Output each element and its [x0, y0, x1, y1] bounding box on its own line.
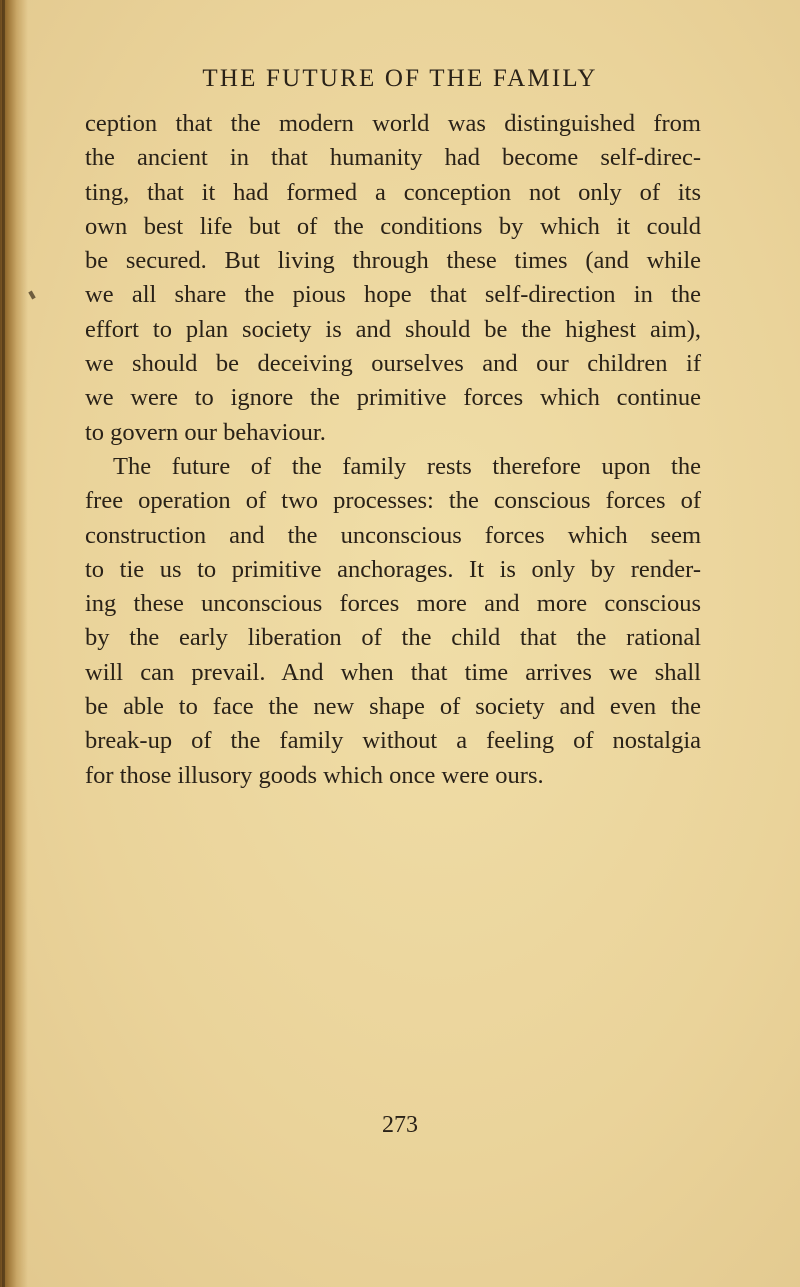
- text-line: effort to plan society is and should be the highest aim),: [85, 315, 701, 343]
- text-line: The future of the family rests therefore upon the: [113, 452, 701, 480]
- running-head: THE FUTURE OF THE FAMILY: [202, 65, 598, 92]
- margin-mark: [28, 291, 35, 300]
- text-line: ing these unconscious forces more and more conscious: [85, 590, 701, 618]
- text-line: we were to ignore the primitive forces which continue: [85, 384, 701, 412]
- binding-crease: [2, 0, 5, 1287]
- text-line: to govern our behaviour.: [85, 418, 326, 446]
- paragraph-1: [85, 107, 701, 450]
- text-line: by the early liberation of the child that the rational: [85, 624, 701, 652]
- text-line: break-up of the family without a feeling of nostalgia: [85, 727, 701, 755]
- body-text: [85, 107, 701, 793]
- text-line: we should be deceiving ourselves and our children if: [85, 350, 701, 378]
- text-line: ception that the modern world was distinguished from: [85, 110, 701, 137]
- text-line: to tie us to primitive anchorages. It is only by render-: [85, 555, 701, 583]
- text-line: for those illusory goods which once were ours.: [85, 761, 544, 789]
- text-line: be able to face the new shape of society and even the: [85, 693, 701, 721]
- text-line: will can prevail. And when that time arrives we shall: [85, 658, 701, 686]
- text-line: free operation of two processes: the conscious forces of: [85, 487, 701, 515]
- text-line: we all share the pious hope that self-direction in the: [85, 281, 701, 309]
- text-line: own best life but of the conditions by which it could: [85, 212, 701, 240]
- text-line: the ancient in that humanity had become self-direc-: [85, 144, 701, 172]
- page-number: 273: [382, 1112, 418, 1138]
- text-line: construction and the unconscious forces which seem: [85, 521, 701, 549]
- text-line: be secured. But living through these times (and while: [85, 247, 701, 275]
- text-line: ting, that it had formed a conception not only of its: [85, 178, 701, 206]
- paragraph-2: [85, 450, 701, 793]
